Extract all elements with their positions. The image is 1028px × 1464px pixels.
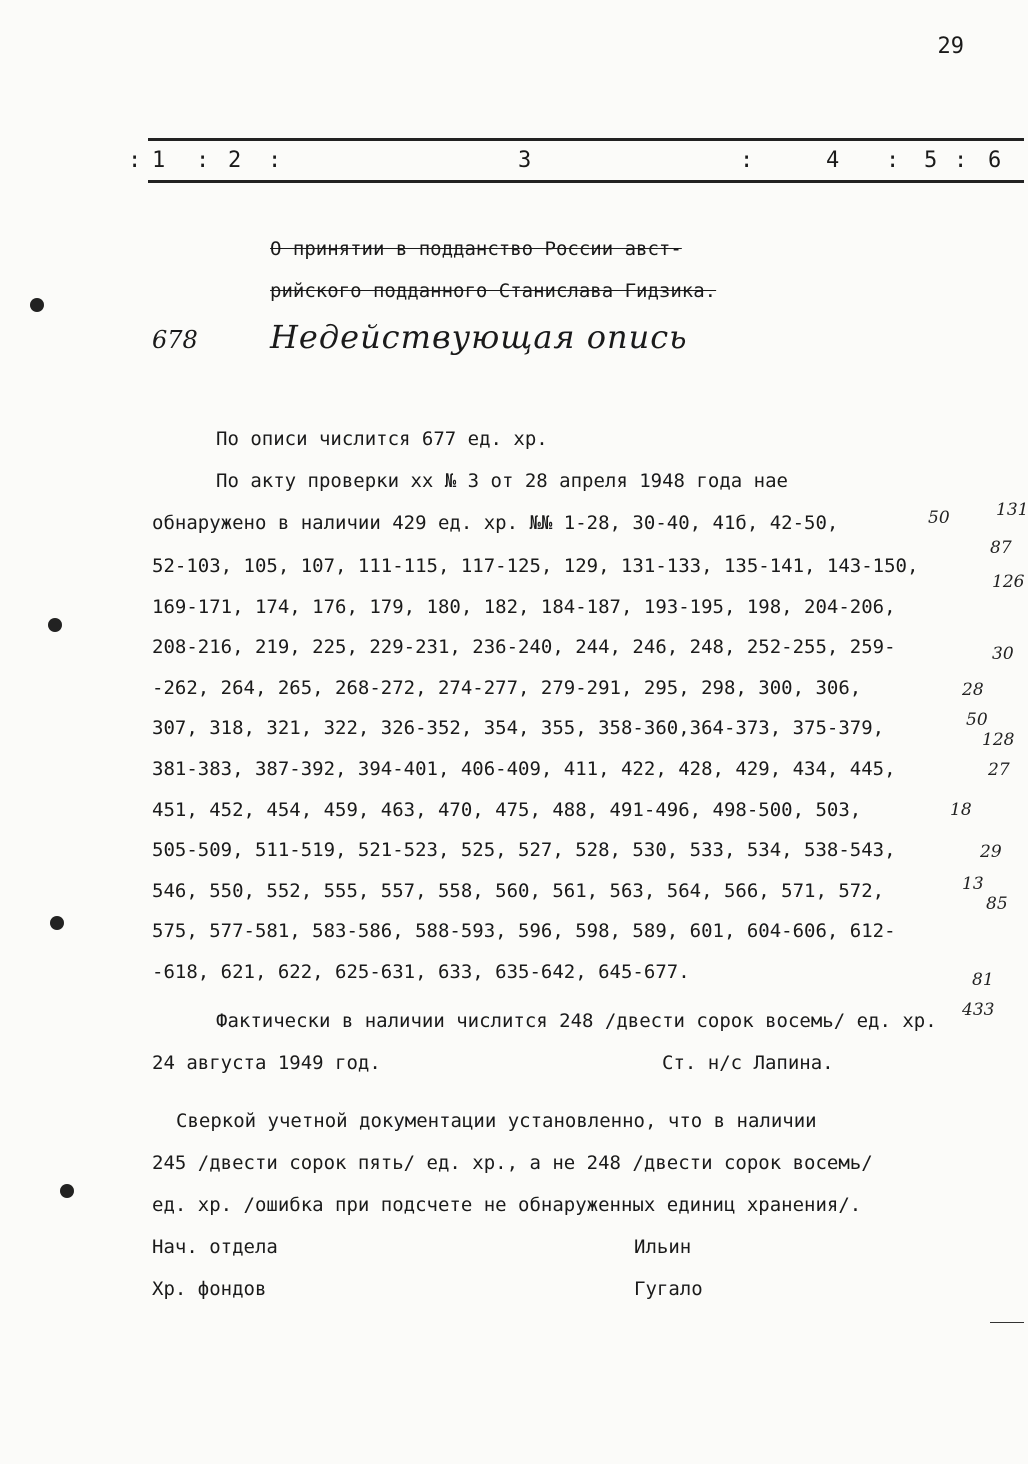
list-line: 505-509, 511-519, 521-523, 525, 527, 528, 530, 533, 534, 538-543, xyxy=(152,839,896,862)
signature-name: Гугало xyxy=(634,1278,703,1300)
margin-note: 87 xyxy=(990,538,1012,558)
column-header-row xyxy=(0,148,1024,178)
storage-unit-list xyxy=(152,546,1015,993)
page-number: 29 xyxy=(937,34,964,59)
body-line: По описи числится 677 ед. хр. xyxy=(216,428,548,450)
margin-note: 126 xyxy=(992,572,1025,592)
body-line: По акту проверки хх № 3 от 28 апреля 1948 года нае xyxy=(216,470,788,492)
margin-note: 128 xyxy=(982,730,1015,750)
list-line: -618, 621, 622, 625-631, 633, 635-642, 645-677. xyxy=(152,960,690,983)
struck-title-line: рийского подданного Станислава Гидзика. xyxy=(270,280,717,302)
verification-line: 245 /двести сорок пять/ ед. хр., а не 248 /двести сорок восемь/ xyxy=(152,1152,873,1174)
margin-note: 27 xyxy=(988,760,1010,780)
column-number-4: 4 xyxy=(826,148,840,173)
struck-title xyxy=(270,228,790,312)
punch-hole-mark xyxy=(30,298,44,312)
margin-note: 131 xyxy=(996,500,1028,520)
column-number-2: 2 xyxy=(228,148,242,173)
date-line: 24 августа 1949 год. xyxy=(152,1052,381,1074)
column-separator: : xyxy=(268,148,282,173)
list-line: -262, 264, 265, 268-272, 274-277, 279-291, 295, 298, 300, 306, xyxy=(152,676,862,699)
list-line: 169-171, 174, 176, 179, 180, 182, 184-187, 193-195, 198, 204-206, xyxy=(152,595,896,618)
punch-hole-mark xyxy=(48,618,62,632)
margin-note: 433 xyxy=(962,1000,995,1020)
list-line: 546, 550, 552, 555, 557, 558, 560, 561, 563, 564, 566, 571, 572, xyxy=(152,879,885,902)
signature-name: Ильин xyxy=(634,1236,692,1258)
list-line: 307, 318, 321, 322, 326-352, 354, 355, 358-360,364-373, 375-379, xyxy=(152,717,885,740)
signature-role: Нач. отдела xyxy=(152,1236,278,1258)
list-line: 52-103, 105, 107, 111-115, 117-125, 129, 131-133, 135-141, 143-150, xyxy=(152,555,919,577)
handwritten-inventory-number: 678 xyxy=(152,326,198,354)
list-line: 381-383, 387-392, 394-401, 406-409, 411, 422, 428, 429, 434, 445, xyxy=(152,757,896,780)
margin-note: 13 xyxy=(962,874,984,894)
body-line: обнаружено в наличии 429 ед. хр. №№ 1-28, 30-40, 41б, 42-50, xyxy=(152,512,839,534)
margin-note: 30 xyxy=(992,644,1014,664)
column-separator: : xyxy=(886,148,900,173)
table-header-top-rule xyxy=(148,138,1024,141)
margin-note: 85 xyxy=(986,894,1008,914)
verification-line: ед. хр. /ошибка при подсчете не обнаруженных единиц хранения/. xyxy=(152,1194,862,1216)
verification-line: Сверкой учетной документации установленно, что в наличии xyxy=(176,1110,817,1132)
struck-title-line: О принятии в подданство России авст- xyxy=(270,238,682,260)
list-line: 451, 452, 454, 459, 463, 470, 475, 488, 491-496, 498-500, 503, xyxy=(152,798,862,821)
margin-note: 50 xyxy=(928,508,950,528)
margin-note: 81 xyxy=(972,970,994,990)
column-separator: : xyxy=(740,148,754,173)
column-separator: : xyxy=(128,148,142,173)
column-number-1: 1 xyxy=(152,148,166,173)
margin-note: 50 xyxy=(966,710,988,730)
punch-hole-mark xyxy=(60,1184,74,1198)
margin-note: 18 xyxy=(950,800,972,820)
list-line: 575, 577-581, 583-586, 588-593, 596, 598, 589, 601, 604-606, 612- xyxy=(152,920,896,943)
column-separator: : xyxy=(196,148,210,173)
margin-note: 29 xyxy=(980,842,1002,862)
punch-hole-mark xyxy=(50,916,64,930)
list-line: 208-216, 219, 225, 229-231, 236-240, 244, 246, 248, 252-255, 259- xyxy=(152,636,896,659)
signer-line: Ст. н/с Лапина. xyxy=(662,1052,834,1074)
column-number-5: 5 xyxy=(924,148,938,173)
signature-role: Хр. фондов xyxy=(152,1278,267,1300)
column-number-6: 6 xyxy=(988,148,1002,173)
edge-mark xyxy=(990,1322,1024,1323)
handwritten-phrase: Недействующая опись xyxy=(270,318,688,356)
margin-note: 28 xyxy=(962,680,984,700)
table-header-bottom-rule xyxy=(148,180,1024,183)
column-separator: : xyxy=(954,148,968,173)
column-number-3: 3 xyxy=(518,148,532,173)
actual-count-line: Фактически в наличии числится 248 /двести сорок восемь/ ед. хр. xyxy=(216,1010,937,1032)
